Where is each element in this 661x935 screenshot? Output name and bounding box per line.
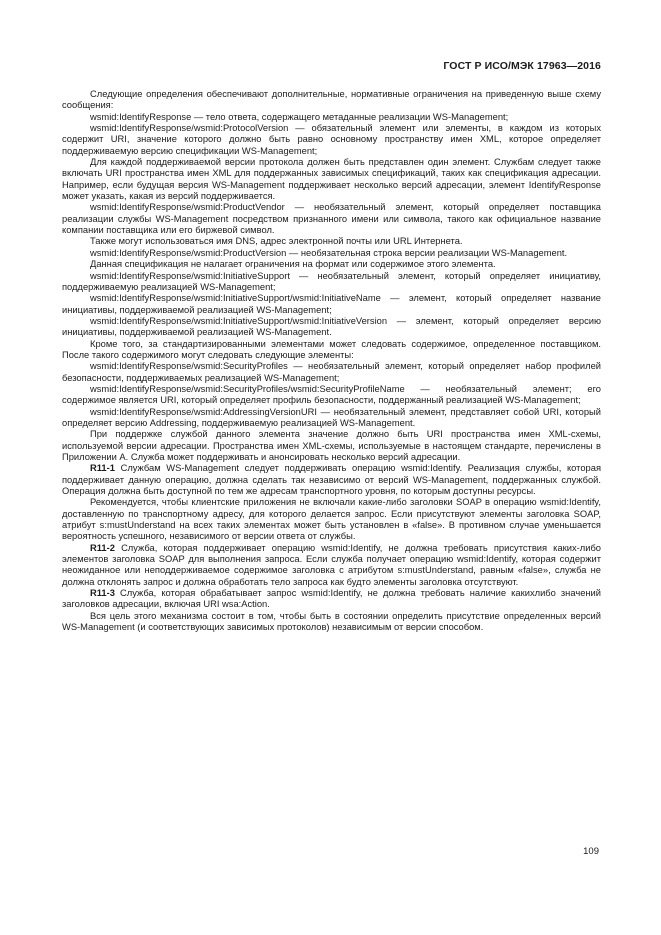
body-text	[62, 89, 601, 634]
paragraph: Данная спецификация не налагает ограничения на формат или содержимое этого элемента.	[90, 259, 496, 270]
paragraph: wsmid:IdentifyResponse/wsmid:SecurityProfiles — необязательный элемент, который определяет набор профилей безопасности, поддерживаемых реализацией WS-Management;	[62, 361, 601, 383]
paragraph: Также могут использоваться имя DNS, адрес электронной почты или URL Интернета.	[90, 236, 463, 247]
paragraph: wsmid:IdentifyResponse/wsmid:AddressingVersionURI — необязательный элемент, представляет собой URI, который определяет версию Addressing, поддерживаемую реализацией WS-Management.	[62, 406, 601, 428]
paragraph: wsmid:IdentifyResponse/wsmid:InitiativeSupport/wsmid:InitiativeName — элемент, который определяет название инициативы, поддерживаемой реализацией WS-Management;	[62, 293, 601, 315]
paragraph	[62, 543, 601, 588]
paragraph: wsmid:IdentifyResponse — тело ответа, содержащего метаданные реализации WS-Management;	[90, 111, 509, 122]
paragraph	[62, 463, 601, 497]
paragraph: wsmid:IdentifyResponse/wsmid:InitiativeSupport — необязательный элемент, который определяет инициативу, поддерживаемую реализацией WS-Management;	[62, 270, 601, 292]
paragraph: При поддержке службой данного элемента значение должно быть URI пространства имен XML-схемы, используемой версии адресации. Пространства имен XML-схемы, используемые в настоящем стандарте, перечислены в Приложении А. Служба может поддерживать и анонсировать несколько версий адресации.	[62, 429, 601, 462]
standard-header: ГОСТ Р ИСО/МЭК 17963—2016	[443, 60, 601, 72]
requirement-id: R11-1	[90, 463, 115, 474]
paragraph: Следующие определения обеспечивают дополнительные, нормативные ограничения на приведенную выше схему сообщения:	[62, 89, 601, 111]
paragraph: wsmid:IdentifyResponse/wsmid:SecurityProfiles/wsmid:SecurityProfileName — необязательный элемент; его содержимое является URI, который определяет профиль безопасности, поддержанный реализацией WS-Management;	[62, 383, 601, 406]
paragraph-text: Службам WS-Management следует поддерживать операцию wsmid:Identify. Реализация службы, которая поддерживает данную операцию, должна сделать так независимо от версий WS-Management, поддержанных службой. Операция должна быть доступной по тем же адресам транспортного уровня, по которым доступны ресурсы.	[62, 463, 601, 497]
requirement-id: R11-2	[90, 542, 115, 553]
paragraph: wsmid:IdentifyResponse/wsmid:InitiativeSupport/wsmid:InitiativeVersion — элемент, который определяет версию инициативы, поддерживаемой реализацией WS-Management.	[62, 315, 601, 338]
paragraph: Рекомендуется, чтобы клиентские приложения не включали какие-либо заголовки SOAP в операцию wsmid:Identify, доставленную по транспортному адресу, для которого делается запрос. Если присутствуют элементы заголовка SOAP, атрибут s:mustUnderstand на всех таких элементах может быть установлен в «false». В противном случае уменьшается вероятность успешного, независимого от версии ответа от службы.	[62, 497, 601, 542]
paragraph	[62, 588, 601, 611]
paragraph: Кроме того, за стандартизированными элементами может следовать содержимое, определенное поставщиком. После такого содержимого могут следовать следующие элементы:	[62, 338, 601, 360]
paragraph-text: Служба, которая поддерживает операцию wsmid:Identify, не должна требовать присутствия каких-либо элементов заголовка SOAP для выполнения запроса. Если служба получает операцию wsmid:Identify, которая содержит неожиданное или неподдерживаемое содержимое заголовка с атрибутом s:mustUnderstand, равным «false», служба не должна отклонять запрос и должна обработать тело запроса как будто элементы заголовка отсутствуют.	[62, 542, 601, 587]
page-number: 109	[583, 846, 599, 857]
requirement-id: R11-3	[90, 588, 115, 599]
paragraph: Для каждой поддерживаемой версии протокола должен быть представлен один элемент. Службам следует также включать URI пространства имен XML для поддержанных зависимых спецификаций, таких как спецификация адресации. Например, если будущая версия WS-Management поддерживает несколько версий адресации, элемент IdentifyResponse может указать, какая из версий поддерживается.	[62, 157, 601, 202]
paragraph-text: Служба, которая обрабатывает запрос wsmid:Identify, не должна требовать наличие какихлибо значений заголовков адресации, включая URI wsa:Action.	[62, 588, 601, 610]
paragraph: Вся цель этого механизма состоит в том, чтобы быть в состоянии определить присутствие определенных версий WS-Management (и соответствующих зависимых протоколов) независимым от версии способом.	[62, 610, 601, 633]
paragraph: wsmid:IdentifyResponse/wsmid:ProductVendor — необязательный элемент, который определяет поставщика реализации службы WS-Management посредством признанного имени или символа, такого как официальное название компании поставщика или его биржевой символ.	[62, 202, 601, 236]
paragraph: wsmid:IdentifyResponse/wsmid:ProtocolVersion — обязательный элемент или элементы, в каждом из которых содержит URI, значение которого должно быть равно основному пространству имен XML, которое определяет поддерживаемую версию спецификации WS-Management;	[62, 123, 601, 156]
paragraph: wsmid:IdentifyResponse/wsmid:ProductVersion — необязательная строка версии реализации WS-Management.	[90, 247, 568, 258]
